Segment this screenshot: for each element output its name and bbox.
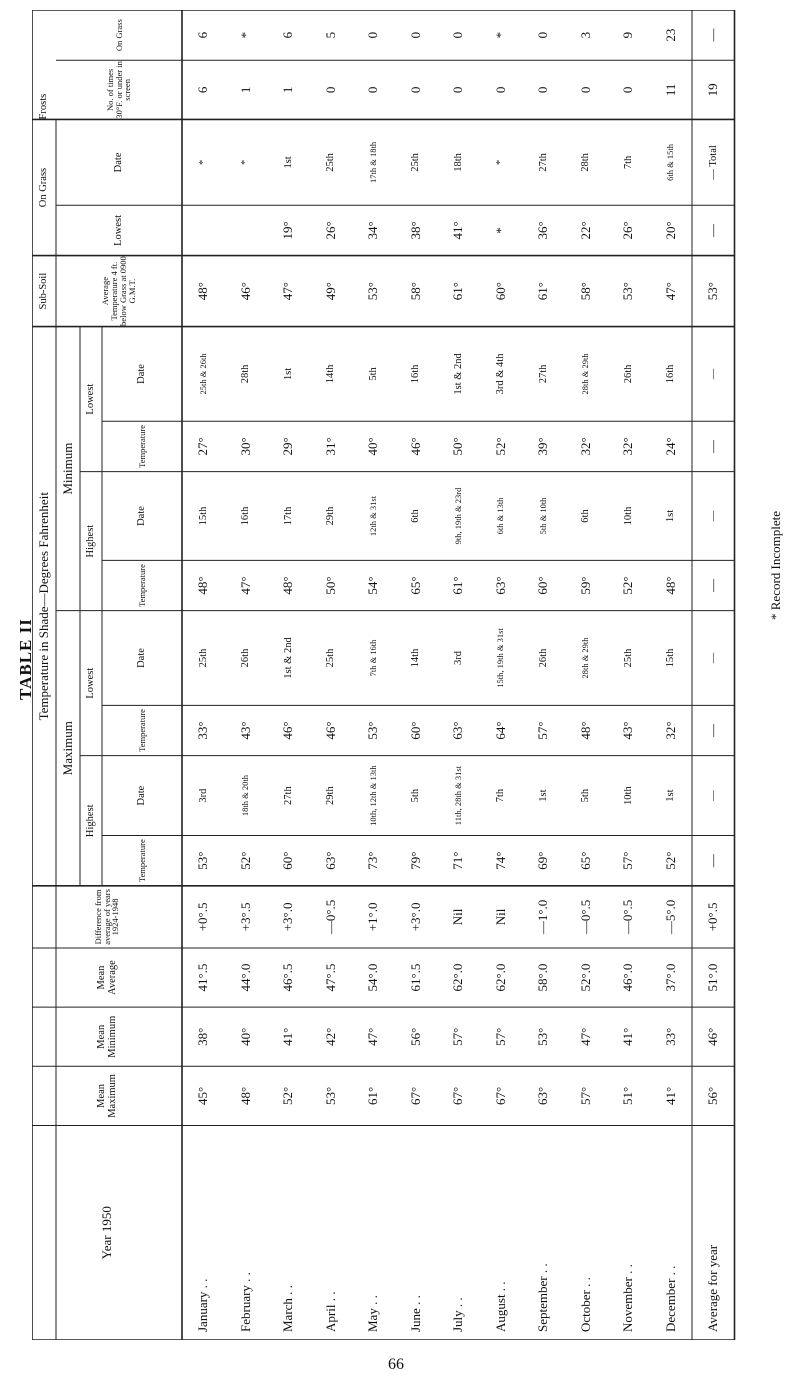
cell-month: November . .: [620, 1264, 636, 1332]
cell-diff: +3°.0: [280, 902, 296, 932]
cell-max-hi-t: 60°: [280, 851, 296, 870]
header-on-grass: On Grass: [38, 167, 50, 208]
cell-min-lo-t: 52°: [492, 437, 508, 456]
cell-diff: —0°.5: [577, 899, 593, 935]
header-mean-avg: Mean Average: [95, 960, 118, 995]
cell-min-lo-t: 32°: [620, 437, 636, 456]
cell-mean-avg: 58°.0: [535, 963, 551, 992]
cell-min-lo-t: 46°: [407, 437, 423, 456]
cell-min-lo-d: 16th: [410, 364, 422, 384]
cell-mean-avg: 61°.5: [407, 963, 423, 992]
cell-grass-d: 6th & 15th: [665, 143, 676, 181]
cell-frost-grass: *: [492, 31, 508, 39]
header-maximum: Maximum: [60, 721, 76, 776]
cell-max-lo-t: 46°: [280, 721, 296, 740]
cell-diff: +1°.0: [365, 902, 381, 932]
cell-grass-lo: 38°: [407, 221, 423, 240]
cell-month: March . .: [280, 1285, 296, 1332]
cell-mean-avg: 54°.0: [365, 963, 381, 992]
table-title: TABLE II: [16, 618, 35, 700]
header-temp-col: Temperature: [136, 709, 147, 752]
cell-grass-lo: [182, 205, 225, 255]
cell-frost-grass: 0: [450, 31, 466, 39]
cell-max-lo-t: 63°: [450, 721, 466, 740]
cell-month: Average for year: [705, 1244, 721, 1332]
cell-grass-d: 17th & 18th: [367, 141, 378, 183]
cell-diff: Nil: [492, 908, 508, 926]
header-frosts: Frosts: [38, 93, 50, 120]
cell-max-hi-t: 73°: [365, 851, 381, 870]
cell-grass-d: *: [240, 159, 252, 166]
cell-diff: +3°.5: [237, 902, 253, 932]
cell-min-lo-d: 16th: [665, 364, 677, 384]
cell-max-lo-t: 43°: [620, 721, 636, 740]
cell-diff: —5°.0: [662, 899, 678, 935]
cell-max-lo-t: 32°: [662, 721, 678, 740]
header-date-col: Date: [136, 364, 148, 384]
cell-frost-grass: 0: [365, 31, 381, 39]
cell-grass-d: 25th: [325, 153, 337, 172]
cell-grass-d: 18th: [452, 153, 464, 172]
cell-month: February . .: [237, 1272, 253, 1332]
cell-grass-lo: 26°: [620, 221, 636, 240]
cell-max-hi-t: 52°: [662, 851, 678, 870]
cell-mean-avg: 51°.0: [705, 963, 721, 992]
cell-month: June . .: [407, 1295, 423, 1332]
cell-screen: 1: [280, 86, 296, 94]
cell-min-hi-t: 50°: [322, 576, 338, 595]
cell-min-lo-t: 31°: [322, 437, 338, 456]
cell-screen: 0: [322, 86, 338, 94]
cell-frost-grass: *: [237, 31, 253, 39]
cell-mean-max: 56°: [705, 1086, 721, 1105]
cell-max-hi-t: 71°: [450, 851, 466, 870]
cell-max-hi-t: —: [705, 854, 721, 868]
cell-month: May . .: [365, 1295, 381, 1332]
cell-max-lo-d: 26th: [240, 648, 252, 668]
cell-grass-lo: *: [492, 227, 508, 234]
cell-max-lo-d: 28th & 29th: [580, 637, 591, 679]
cell-mean-min: 53°: [535, 1027, 551, 1046]
cell-min-hi-d: 6th & 13th: [495, 497, 506, 535]
cell-min-hi-d: 6th: [410, 509, 422, 523]
cell-min-hi-t: 59°: [577, 576, 593, 595]
cell-frost-grass: 3: [577, 31, 593, 39]
cell-grass-lo: 22°: [577, 221, 593, 240]
cell-frost-grass: 23: [662, 28, 678, 42]
cell-grass-lo: 20°: [662, 221, 678, 240]
cell-max-lo-d: 1st & 2nd: [282, 637, 294, 679]
cell-frost-grass: 9: [620, 31, 636, 39]
cell-min-hi-t: 60°: [535, 576, 551, 595]
footnote: * Record Incomplete: [768, 510, 783, 620]
cell-mean-avg: 52°.0: [577, 963, 593, 992]
cell-min-lo-t: 50°: [450, 437, 466, 456]
cell-max-lo-d: 15th: [665, 648, 677, 668]
cell-mean-max: 41°: [662, 1086, 678, 1105]
cell-max-lo-t: 43°: [237, 721, 253, 740]
header-date-col: Date: [136, 506, 148, 526]
cell-max-hi-t: 63°: [322, 851, 338, 870]
cell-max-hi-t: 69°: [535, 851, 551, 870]
cell-soil: 48°: [195, 282, 211, 301]
cell-mean-min: 57°: [492, 1027, 508, 1046]
cell-mean-min: 41°: [620, 1027, 636, 1046]
cell-mean-avg: 62°.0: [450, 963, 466, 992]
cell-soil: 53°: [620, 282, 636, 301]
cell-screen: 6: [195, 86, 211, 94]
cell-diff: —1°.0: [535, 899, 551, 935]
cell-mean-avg: 46°.0: [620, 963, 636, 992]
cell-mean-min: 41°: [280, 1027, 296, 1046]
cell-max-hi-d: 5th: [580, 788, 592, 803]
cell-mean-max: 48°: [237, 1086, 253, 1105]
cell-min-hi-t: —: [705, 579, 721, 593]
cell-mean-max: 67°: [407, 1086, 423, 1105]
cell-min-hi-t: 47°: [237, 576, 253, 595]
header-max-lowest: Lowest: [85, 667, 97, 699]
cell-month: December . .: [662, 1265, 678, 1332]
cell-grass-d: 28th: [580, 153, 592, 172]
cell-grass-d: 7th: [622, 155, 634, 170]
cell-mean-max: 52°: [280, 1086, 296, 1105]
cell-mean-min: 47°: [577, 1027, 593, 1046]
cell-screen: 0: [492, 86, 508, 94]
cell-min-hi-t: 63°: [492, 576, 508, 595]
cell-mean-max: 45°: [195, 1086, 211, 1105]
cell-diff: +0°.5: [195, 902, 211, 932]
cell-max-hi-d: 10th: [622, 786, 634, 805]
cell-min-hi-d: —: [707, 510, 719, 522]
cell-frost-grass: 0: [535, 31, 551, 39]
cell-screen: 0: [365, 86, 381, 94]
cell-max-lo-t: 64°: [492, 721, 508, 740]
cell-mean-max: 67°: [450, 1086, 466, 1105]
cell-max-hi-t: 52°: [237, 851, 253, 870]
cell-max-hi-d: 18th & 20th: [240, 775, 251, 817]
header-max-highest: Highest: [85, 804, 97, 838]
cell-screen: 0: [535, 86, 551, 94]
cell-soil: 58°: [577, 282, 593, 301]
header-difference: Difference from average of years 1924-1948: [92, 889, 121, 945]
cell-min-hi-t: 48°: [662, 576, 678, 595]
cell-soil: 53°: [705, 282, 721, 301]
cell-max-hi-t: 79°: [407, 851, 423, 870]
cell-grass-d: 27th: [537, 153, 549, 172]
cell-grass-d: *: [495, 159, 507, 166]
cell-max-hi-t: 53°: [195, 851, 211, 870]
rotated-table-area: [32, 10, 772, 1340]
header-temp-col: Temperature: [136, 564, 147, 607]
cell-min-hi-d: 17th: [282, 506, 294, 526]
cell-grass-d: 25th: [410, 153, 422, 172]
cell-min-lo-d: 25th & 26th: [197, 353, 208, 395]
cell-mean-avg: 47°.5: [322, 963, 338, 992]
cell-max-lo-t: —: [705, 724, 721, 737]
cell-min-lo-t: 24°: [662, 437, 678, 456]
cell-month: August . .: [492, 1281, 508, 1332]
cell-max-lo-d: 7th & 16th: [367, 639, 378, 677]
cell-mean-min: 56°: [407, 1027, 423, 1046]
header-grass-lowest: Lowest: [113, 214, 125, 246]
cell-max-lo-d: 25th: [197, 648, 209, 668]
cell-mean-avg: 44°.0: [237, 963, 253, 992]
page-number: 66: [388, 1356, 404, 1373]
cell-min-lo-t: 32°: [577, 437, 593, 456]
cell-min-lo-t: 39°: [535, 437, 551, 456]
header-date-col: Date: [136, 785, 148, 806]
cell-frost-grass: 0: [407, 31, 423, 39]
cell-min-lo-t: 30°: [237, 437, 253, 456]
cell-mean-min: 57°: [450, 1027, 466, 1046]
cell-max-lo-t: 48°: [577, 721, 593, 740]
cell-grass-d: — Total: [707, 145, 719, 180]
cell-min-lo-t: 27°: [195, 437, 211, 456]
cell-max-hi-d: 29th: [325, 786, 337, 805]
cell-mean-max: 53°: [322, 1086, 338, 1105]
cell-max-hi-d: 11th, 28th & 31st: [452, 766, 463, 826]
header-subsoil-desc: Average Temperature 4 ft. below Grass at 0900 G.M.T.: [100, 256, 137, 326]
cell-max-hi-d: 1st: [537, 789, 549, 802]
header-grass-date: Date: [113, 152, 125, 173]
cell-month: July . .: [450, 1297, 466, 1332]
cell-soil: 49°: [322, 282, 338, 301]
cell-min-hi-d: 6th: [580, 509, 592, 523]
cell-min-hi-d: 9th, 19th & 23rd: [452, 487, 463, 545]
cell-min-lo-d: 3rd & 4th: [495, 353, 507, 395]
cell-min-hi-d: 10th: [622, 506, 634, 526]
cell-max-lo-d: —: [707, 652, 719, 664]
cell-soil: 53°: [365, 282, 381, 301]
cell-max-lo-t: 60°: [407, 721, 423, 740]
cell-mean-avg: 46°.5: [280, 963, 296, 992]
cell-max-lo-t: 33°: [195, 721, 211, 740]
cell-min-lo-d: 28th: [240, 364, 252, 384]
cell-screen: 11: [662, 83, 678, 97]
header-mean-max: Mean Maximum: [95, 1074, 118, 1118]
cell-max-hi-t: 57°: [620, 851, 636, 870]
header-date-col: Date: [136, 648, 148, 668]
cell-max-lo-d: 15th, 19th & 31st: [495, 628, 506, 688]
cell-frost-grass: 6: [195, 31, 211, 39]
cell-min-hi-t: 65°: [407, 576, 423, 595]
cell-min-hi-d: 15th: [197, 506, 209, 526]
cell-mean-min: 46°: [705, 1027, 721, 1046]
cell-max-hi-d: 5th: [410, 788, 422, 803]
cell-min-lo-d: 5th: [367, 367, 379, 381]
cell-mean-avg: 62°.0: [492, 963, 508, 992]
cell-soil: 61°: [450, 282, 466, 301]
cell-grass-lo: 34°: [365, 221, 381, 240]
cell-mean-max: 61°: [365, 1086, 381, 1105]
cell-min-hi-t: 48°: [280, 576, 296, 595]
cell-min-hi-d: 1st: [665, 509, 677, 523]
cell-soil: 61°: [535, 282, 551, 301]
cell-min-hi-d: 12th & 31st: [367, 495, 378, 537]
cell-mean-max: 51°: [620, 1086, 636, 1105]
cell-min-lo-t: —: [705, 439, 721, 453]
cell-mean-avg: 37°.0: [662, 963, 678, 992]
header-min-lowest: Lowest: [85, 383, 97, 415]
cell-mean-max: 63°: [535, 1086, 551, 1105]
cell-month: September . .: [535, 1263, 551, 1332]
cell-screen: 0: [577, 86, 593, 94]
cell-max-lo-d: 14th: [410, 648, 422, 668]
header-under-screen: No. of times 30°F. or under in screen: [104, 61, 133, 119]
cell-min-lo-d: 28th & 29th: [580, 353, 591, 395]
cell-diff: +3°.0: [407, 902, 423, 932]
cell-frost-grass: 6: [280, 31, 296, 39]
cell-mean-min: 42°: [322, 1027, 338, 1046]
cell-mean-min: 40°: [237, 1027, 253, 1046]
cell-soil: 46°: [237, 282, 253, 301]
cell-max-lo-t: 46°: [322, 721, 338, 740]
cell-screen: 0: [407, 86, 423, 94]
cell-month: January . .: [195, 1278, 211, 1332]
cell-month: October . .: [577, 1277, 593, 1332]
cell-mean-avg: 41°.5: [195, 963, 211, 992]
cell-screen: 19: [705, 83, 721, 97]
cell-grass-d: *: [197, 159, 209, 166]
header-mean-min: Mean Minimum: [95, 1015, 118, 1058]
cell-min-lo-d: —: [707, 368, 719, 380]
cell-max-lo-d: 3rd: [452, 651, 464, 665]
cell-grass-lo: —: [705, 223, 721, 237]
cell-min-hi-t: 61°: [450, 576, 466, 595]
cell-diff: —0°.5: [620, 899, 636, 935]
cell-max-hi-d: —: [707, 790, 719, 801]
cell-mean-max: 67°: [492, 1086, 508, 1105]
header-minimum: Minimum: [60, 442, 76, 495]
cell-max-hi-t: 74°: [492, 851, 508, 870]
cell-frost-grass: —: [705, 28, 721, 42]
cell-grass-lo: 19°: [280, 221, 296, 240]
cell-min-hi-d: 5th & 10th: [537, 497, 548, 535]
cell-grass-lo: [225, 205, 268, 255]
cell-max-lo-d: 25th: [325, 648, 337, 668]
cell-max-hi-t: 65°: [577, 851, 593, 870]
cell-grass-lo: 26°: [322, 221, 338, 240]
header-min-highest: Highest: [85, 524, 97, 558]
cell-diff: +0°.5: [705, 902, 721, 932]
cell-grass-lo: 41°: [450, 221, 466, 240]
cell-frost-grass: 5: [322, 31, 338, 39]
cell-min-lo-d: 27th: [537, 364, 549, 384]
cell-min-hi-d: 16th: [240, 506, 252, 526]
header-temp-col: Temperature: [136, 839, 147, 883]
cell-diff: Nil: [450, 908, 466, 926]
cell-min-hi-t: 54°: [365, 576, 381, 595]
cell-mean-min: 47°: [365, 1027, 381, 1046]
cell-soil: 47°: [280, 282, 296, 301]
header-temperature-section: Temperature in Shade—Degrees Fahrenheit: [36, 492, 52, 721]
cell-min-hi-t: 52°: [620, 576, 636, 595]
cell-grass-lo: 36°: [535, 221, 551, 240]
cell-min-lo-d: 1st: [282, 367, 294, 381]
cell-screen: 0: [620, 86, 636, 94]
cell-mean-max: 57°: [577, 1086, 593, 1105]
cell-min-hi-d: 29th: [325, 506, 337, 526]
cell-mean-min: 38°: [195, 1027, 211, 1046]
cell-max-lo-t: 57°: [535, 721, 551, 740]
cell-max-lo-t: 53°: [365, 721, 381, 740]
cell-mean-min: 33°: [662, 1027, 678, 1046]
cell-min-lo-d: 14th: [325, 364, 337, 384]
cell-soil: 58°: [407, 282, 423, 301]
cell-min-lo-d: 26th: [622, 364, 634, 384]
cell-min-lo-t: 29°: [280, 437, 296, 456]
cell-max-hi-d: 1st: [665, 789, 677, 802]
cell-max-lo-d: 26th: [537, 648, 549, 668]
cell-soil: 47°: [662, 282, 678, 301]
cell-grass-d: 1st: [282, 156, 294, 169]
cell-soil: 60°: [492, 282, 508, 301]
cell-month: April . .: [322, 1291, 338, 1332]
header-frosts-grass: On Grass: [113, 19, 124, 52]
cell-diff: —0°.5: [322, 899, 338, 935]
cell-min-lo-t: 40°: [365, 437, 381, 456]
cell-max-lo-d: 25th: [622, 648, 634, 668]
header-year: Year 1950: [99, 1206, 115, 1260]
cell-max-hi-d: 3rd: [197, 788, 209, 803]
cell-min-hi-t: 48°: [195, 576, 211, 595]
cell-min-lo-d: 1st & 2nd: [452, 353, 464, 395]
cell-max-hi-d: 10th, 12th & 13th: [367, 765, 378, 826]
cell-screen: 0: [450, 86, 466, 94]
cell-max-hi-d: 27th: [282, 786, 294, 805]
header-subsoil: Sub-Soil: [38, 272, 50, 310]
cell-screen: 1: [237, 86, 253, 94]
header-temp-col: Temperature: [136, 425, 147, 468]
cell-max-hi-d: 7th: [495, 788, 507, 803]
